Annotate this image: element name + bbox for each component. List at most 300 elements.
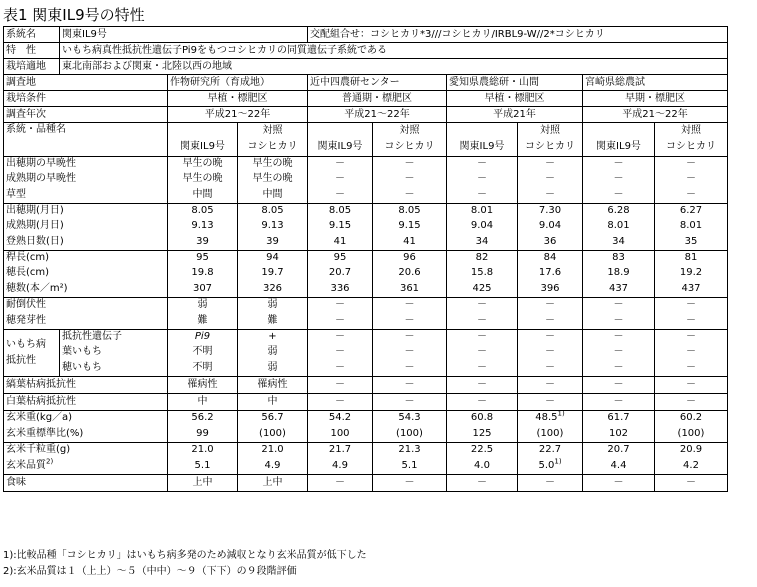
cell-value — [447, 187, 518, 204]
line-name-value: 関東IL9号 — [60, 27, 308, 43]
row-label-years: 調査年次 — [4, 107, 168, 123]
site-condition: 普通期・標肥区 — [308, 91, 447, 107]
value-text: 22.7 — [538, 444, 562, 456]
value-text: 9.15 — [398, 220, 421, 231]
cell-value — [447, 411, 518, 426]
row-label-variety: 系統・品種名 — [4, 123, 168, 157]
value-text: － — [686, 314, 696, 326]
value-text: 8.01 — [679, 220, 703, 231]
cell-value — [655, 360, 728, 377]
value-text: － — [335, 188, 345, 200]
value-text: 99 — [196, 427, 209, 439]
site-years: 平成21年 — [447, 107, 583, 123]
row-label-text: 草型 — [6, 188, 26, 200]
line-column-header: 関東IL9号 — [583, 139, 655, 157]
value-text: 4.2 — [683, 459, 699, 471]
value-text: 56.7 — [261, 412, 284, 424]
cell-value — [308, 251, 373, 266]
value-text: － — [404, 346, 415, 357]
cell-value — [447, 219, 518, 234]
check-column-header: コシヒカリ — [518, 139, 583, 157]
row-label — [4, 475, 168, 492]
cell-value — [583, 281, 655, 298]
value-text: Pi9 — [194, 331, 211, 343]
value-text: 5.0 — [538, 459, 555, 471]
value-text: － — [545, 477, 555, 488]
cell-value — [583, 251, 655, 266]
row-label-text: 穂発芽性 — [6, 314, 46, 326]
cell-value — [308, 313, 373, 330]
table-row — [4, 43, 728, 59]
value-text: 437 — [608, 282, 629, 294]
value-text: (100) — [677, 427, 705, 439]
cell-value — [168, 426, 238, 443]
value-text: 34 — [612, 235, 625, 247]
cell-value — [447, 475, 518, 492]
cell-value — [238, 394, 308, 411]
cell-value — [168, 458, 238, 475]
cell-value — [238, 360, 308, 377]
row-label-text: 耐倒伏性 — [6, 299, 46, 311]
value-text: － — [335, 477, 345, 488]
cell-value — [238, 281, 308, 298]
table-row — [4, 251, 728, 266]
value-text: － — [686, 158, 696, 170]
value-text: － — [613, 331, 624, 343]
cell-value — [583, 360, 655, 377]
cell-value — [308, 443, 373, 458]
row-label-text: 穂数(本／m²) — [6, 282, 68, 294]
cell-value — [518, 187, 583, 204]
value-text: － — [477, 173, 487, 184]
cell-value — [655, 266, 728, 281]
value-text: － — [613, 379, 624, 390]
value-text: － — [404, 188, 415, 200]
cell-value — [373, 172, 447, 187]
cell-value — [447, 458, 518, 475]
check-header: 対照 — [373, 123, 447, 139]
value-text: 8.01 — [607, 220, 630, 231]
cell-value — [583, 313, 655, 330]
row-label-text: 玄米重標準比(%) — [6, 427, 84, 439]
cell-value — [655, 204, 728, 219]
value-text: 6.27 — [679, 205, 703, 217]
value-text: 102 — [608, 427, 629, 439]
value-text: 19.8 — [191, 267, 214, 278]
value-text: － — [477, 379, 487, 390]
value-text: － — [335, 331, 345, 343]
table-row — [4, 107, 728, 123]
table-row — [4, 360, 728, 377]
value-text: 21.7 — [328, 444, 352, 456]
cell-value — [168, 157, 238, 172]
table-body — [4, 27, 728, 492]
imochi-group-line1: いもち病 — [6, 339, 46, 350]
cell-value — [308, 411, 373, 426]
row-label — [4, 234, 168, 251]
cell-value — [655, 458, 728, 475]
table-row — [4, 443, 728, 458]
row-label-chosachi: 調査地 — [4, 75, 168, 91]
value-text: 96 — [403, 252, 416, 264]
value-text: － — [335, 361, 345, 373]
value-text: － — [477, 188, 487, 200]
value-text: 61.7 — [607, 412, 630, 424]
value-text: － — [545, 361, 555, 373]
cell-value — [655, 281, 728, 298]
cell-value — [308, 298, 373, 313]
table-row — [4, 298, 728, 313]
value-text: 6.28 — [607, 205, 630, 217]
row-label-text: 登熟日数(日) — [6, 235, 64, 247]
site-name: 愛知県農総研・山間 — [447, 75, 583, 91]
value-text: － — [545, 299, 555, 311]
cell-value — [238, 298, 308, 313]
cell-value — [238, 157, 308, 172]
cell-value — [583, 172, 655, 187]
spacer — [583, 123, 655, 139]
cell-value — [447, 234, 518, 251]
row-label — [4, 204, 168, 219]
value-text: 54.2 — [328, 412, 352, 424]
value-text: 9.13 — [191, 220, 214, 231]
site-years: 平成21～22年 — [168, 107, 308, 123]
value-text: 326 — [262, 282, 283, 294]
cell-value — [308, 426, 373, 443]
cell-value — [373, 204, 447, 219]
value-text: 21.0 — [261, 444, 284, 456]
cell-value — [168, 281, 238, 298]
value-text: 41 — [333, 235, 347, 247]
cell-value — [518, 330, 583, 345]
cell-value — [168, 298, 238, 313]
value-text: － — [613, 361, 624, 373]
row-label — [4, 187, 168, 204]
cell-value — [518, 266, 583, 281]
value-text: － — [477, 346, 487, 357]
footnote-2: 2):玄米品質は１（上上）～５（中中）～９（下下）の９段階評価 — [3, 566, 297, 577]
cell-value — [168, 330, 238, 345]
row-label-condition: 栽培条件 — [4, 91, 168, 107]
cell-value — [655, 313, 728, 330]
value-text: 82 — [475, 252, 489, 264]
row-label — [4, 251, 168, 266]
value-text: 94 — [266, 252, 279, 264]
cell-value — [308, 394, 373, 411]
cell-value — [655, 172, 728, 187]
value-text: － — [335, 314, 345, 326]
value-text: 中 — [267, 396, 278, 407]
value-text: (100) — [536, 427, 564, 439]
cell-value — [168, 219, 238, 234]
cell-value — [238, 251, 308, 266]
cell-value — [168, 443, 238, 458]
value-text: 中間 — [262, 188, 283, 200]
value-text: 41 — [403, 235, 416, 247]
value-text: － — [545, 188, 555, 200]
value-text: － — [404, 331, 415, 343]
value-text: 18.9 — [607, 267, 630, 278]
value-text: 弱 — [267, 299, 278, 311]
cell-value — [518, 394, 583, 411]
value-text: 9.13 — [261, 220, 284, 231]
value-text: － — [613, 477, 624, 488]
cell-value — [168, 234, 238, 251]
table-row — [4, 204, 728, 219]
row-label — [4, 219, 168, 234]
cell-value — [168, 187, 238, 204]
line-column-header: 関東IL9号 — [168, 139, 238, 157]
cell-value — [518, 411, 583, 426]
cell-value — [168, 475, 238, 492]
table-row — [4, 172, 728, 187]
cell-value — [518, 219, 583, 234]
value-text: － — [613, 173, 624, 184]
value-text: － — [545, 158, 555, 170]
row-label-text: 成熟期(月日) — [6, 220, 64, 231]
cell-value — [518, 345, 583, 360]
value-text: (100) — [396, 427, 423, 439]
cell-value — [238, 234, 308, 251]
cell-value — [518, 313, 583, 330]
value-text: － — [404, 477, 415, 488]
value-text: － — [613, 299, 624, 311]
value-text: + — [268, 331, 277, 343]
value-text: 95 — [333, 252, 347, 264]
value-text: － — [335, 299, 345, 311]
row-label — [4, 443, 168, 458]
cell-value — [518, 281, 583, 298]
row-label-text: 成熟期の早晩性 — [6, 173, 76, 184]
value-text: － — [613, 346, 624, 357]
cell-value — [447, 345, 518, 360]
value-text: 39 — [196, 235, 209, 247]
site-condition: 早植・標肥区 — [447, 91, 583, 107]
table-row — [4, 330, 728, 345]
cell-value — [655, 345, 728, 360]
cell-value — [373, 458, 447, 475]
cell-value — [238, 330, 308, 345]
cell-value — [655, 426, 728, 443]
cell-value — [447, 443, 518, 458]
value-text: － — [686, 299, 696, 311]
cell-value — [583, 187, 655, 204]
value-text: 7.30 — [538, 205, 562, 217]
row-label — [4, 458, 168, 475]
table-row — [4, 219, 728, 234]
site-name: 作物研究所（育成地） — [168, 75, 308, 91]
spacer — [308, 123, 373, 139]
cell-value — [168, 204, 238, 219]
value-text: 難 — [197, 314, 208, 326]
value-text: － — [335, 158, 345, 170]
value-text: 弱 — [267, 346, 278, 357]
value-text: 9.04 — [538, 220, 562, 231]
cell-value — [373, 345, 447, 360]
cell-value — [168, 345, 238, 360]
value-text: 35 — [684, 235, 698, 247]
cell-value — [373, 298, 447, 313]
table-row — [4, 458, 728, 475]
cell-value — [518, 234, 583, 251]
value-text: － — [686, 331, 696, 343]
cell-value — [168, 313, 238, 330]
cell-value — [447, 394, 518, 411]
value-text: － — [613, 158, 624, 170]
value-text: 上中 — [192, 477, 213, 488]
table-row — [4, 91, 728, 107]
value-text: 19.7 — [261, 267, 284, 278]
cell-value — [583, 298, 655, 313]
cell-value — [518, 443, 583, 458]
value-text: 罹病性 — [257, 379, 288, 390]
value-text: 54.3 — [398, 412, 421, 424]
row-label — [4, 266, 168, 281]
cell-value — [655, 394, 728, 411]
value-text: － — [404, 396, 415, 407]
value-text: 早生の晩 — [182, 173, 223, 184]
value-text: 不明 — [192, 361, 213, 373]
value-text: 20.7 — [328, 267, 352, 278]
cell-value — [308, 458, 373, 475]
value-text: － — [545, 379, 555, 390]
imochi-sub-label: 葉いもち — [60, 345, 168, 360]
cell-value — [238, 411, 308, 426]
cell-value — [373, 281, 447, 298]
page-title: 表1 関東IL9号の特性 — [3, 6, 145, 24]
cell-value — [373, 360, 447, 377]
cell-value — [168, 394, 238, 411]
value-text: 34 — [475, 235, 489, 247]
value-text: 95 — [196, 252, 209, 264]
value-text: － — [613, 188, 624, 200]
cell-value — [583, 411, 655, 426]
value-text: 17.6 — [538, 267, 562, 278]
value-text: 4.4 — [610, 459, 627, 471]
cell-value — [373, 475, 447, 492]
row-label-text: 白葉枯病抵抗性 — [6, 396, 76, 407]
cell-value — [447, 313, 518, 330]
line-column-header: 関東IL9号 — [308, 139, 373, 157]
cell-value — [518, 426, 583, 443]
value-text: 83 — [612, 252, 625, 264]
row-label-text: 玄米重(kg／a) — [6, 412, 73, 424]
value-text: － — [686, 379, 696, 390]
value-text: 8.05 — [191, 205, 214, 217]
value-text: － — [686, 188, 696, 200]
value-text: － — [477, 299, 487, 311]
value-text: 難 — [267, 314, 278, 326]
row-label-text: 玄米品質 — [6, 459, 46, 471]
cell-value — [583, 475, 655, 492]
row-label-text: 出穂期の早晩性 — [6, 158, 76, 170]
imochi-sub-label: 穂いもち — [60, 360, 168, 377]
value-text: － — [477, 331, 487, 343]
row-label — [4, 281, 168, 298]
table-row — [4, 377, 728, 394]
table-row — [4, 27, 728, 43]
value-text: 19.2 — [679, 267, 703, 278]
cell-value — [447, 157, 518, 172]
cell-value — [583, 234, 655, 251]
cell-value — [238, 345, 308, 360]
site-name: 宮崎県総農試 — [583, 75, 728, 91]
cell-value — [583, 394, 655, 411]
value-text: 336 — [330, 282, 350, 294]
value-text: － — [686, 173, 696, 184]
cell-value — [655, 251, 728, 266]
value-text: 437 — [681, 282, 701, 294]
value-text: 早生の晩 — [182, 158, 223, 170]
cell-value — [655, 443, 728, 458]
cell-value — [447, 204, 518, 219]
saibai-value: 東北南部および関東・北陸以西の地域 — [60, 59, 728, 75]
line-column-header: 関東IL9号 — [447, 139, 518, 157]
value-text: 上中 — [262, 477, 283, 488]
value-text: 307 — [192, 282, 213, 294]
value-text: 4.9 — [264, 459, 281, 471]
value-text: 4.9 — [332, 459, 348, 471]
value-text: 125 — [472, 427, 492, 439]
cell-value — [583, 443, 655, 458]
cell-value — [238, 172, 308, 187]
value-footnote-mark: 1) — [557, 410, 565, 418]
value-text: 中間 — [192, 188, 213, 200]
value-text: 20.6 — [398, 267, 421, 278]
row-label-text: 食味 — [6, 477, 26, 488]
tokusei-value: いもち病真性抵抗性遺伝子Pi9をもつコシヒカリの同質遺伝子系統である — [60, 43, 728, 59]
value-text: － — [404, 361, 415, 373]
cell-value — [583, 204, 655, 219]
check-column-header: コシヒカリ — [655, 139, 728, 157]
value-text: － — [686, 346, 696, 357]
value-text: 81 — [684, 252, 698, 264]
table-row — [4, 394, 728, 411]
value-text: － — [686, 361, 696, 373]
cell-value — [447, 172, 518, 187]
row-label — [4, 394, 168, 411]
footnote-1: 1):比較品種「コシヒカリ」はいもち病多発のため減収となり玄米品質が低下した — [3, 550, 367, 561]
cell-value — [373, 426, 447, 443]
value-text: 22.5 — [470, 444, 494, 456]
value-text: 中 — [197, 396, 208, 407]
value-text: 4.0 — [474, 459, 490, 471]
cell-value — [238, 266, 308, 281]
cell-value — [583, 458, 655, 475]
value-text: 56.2 — [191, 412, 214, 424]
table-row — [4, 345, 728, 360]
cross-value: コシヒカリ*3///コシヒカリ/IRBL9-W//2*コシヒカリ — [370, 28, 605, 40]
cell-value — [583, 266, 655, 281]
cell-value — [373, 313, 447, 330]
table-row — [4, 266, 728, 281]
value-text: － — [404, 299, 415, 311]
site-name: 近中四農研センター — [308, 75, 447, 91]
spacer — [168, 123, 238, 139]
table-row — [4, 313, 728, 330]
cell-value — [447, 330, 518, 345]
cell-value — [373, 443, 447, 458]
cell-value — [308, 219, 373, 234]
row-label-text: 穂長(cm) — [6, 267, 50, 278]
cell-value — [518, 377, 583, 394]
cell-value — [238, 475, 308, 492]
cell-value — [308, 234, 373, 251]
cell-value — [447, 360, 518, 377]
value-text: 弱 — [267, 361, 278, 373]
value-text: 20.9 — [679, 444, 703, 456]
value-text: － — [613, 314, 624, 326]
